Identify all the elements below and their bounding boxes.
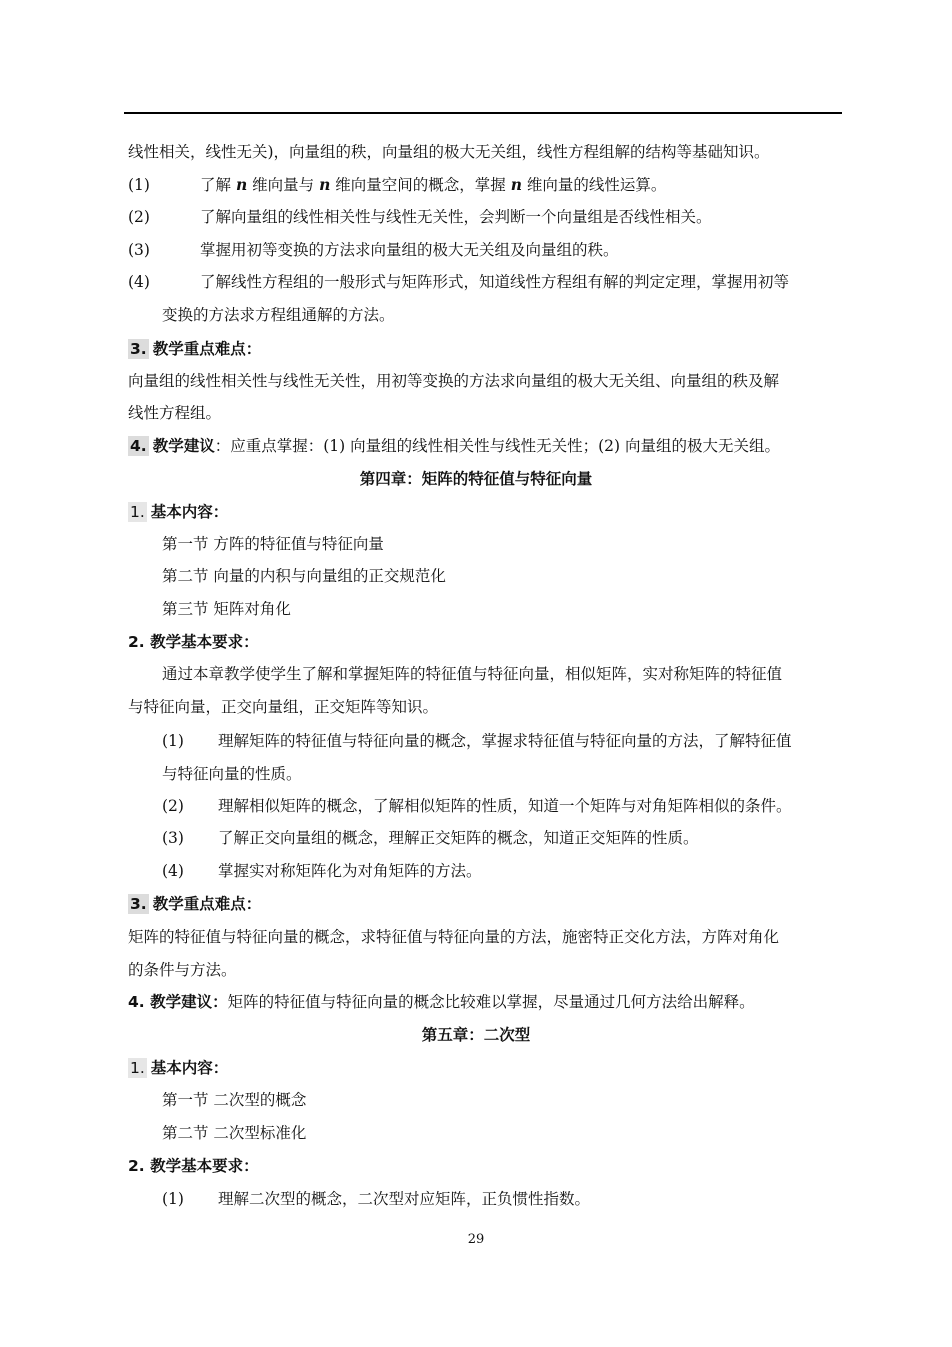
ch3-paragraph: 线性相关，线性无关)，向量组的秩，向量组的极大无关组，线性方程组解的结构等基础知识。 [128, 143, 770, 161]
ch5-section-1-heading: 1. 基本内容： [130, 1059, 229, 1077]
ch3-section-3-line2: 线性方程组。 [128, 404, 222, 422]
ch3-section-3-heading: 3. 教学重点难点： [130, 340, 262, 358]
ch4-section-1-heading: 1. 基本内容： [130, 503, 229, 521]
ch3-section-3-line1: 向量组的线性相关性与线性无关性，用初等变换的方法求向量组的极大无关组、向量组的秩及解 [128, 372, 780, 390]
ch4-section-item: 第三节 矩阵对角化 [162, 600, 291, 618]
ch4-section-item: 第一节 方阵的特征值与特征向量 [162, 535, 384, 553]
ch4-section-3-line1: 矩阵的特征值与特征向量的概念，求特征值与特征向量的方法，施密特正交化方法，方阵对角化 [128, 928, 780, 946]
ch4-item-3: (3) 了解正交向量组的概念，理解正交矩阵的概念，知道正交矩阵的性质。 [162, 829, 699, 847]
ch5-section-2-heading: 2. 教学基本要求： [128, 1157, 259, 1175]
ch4-item-1: (1) 理解矩阵的特征值与特征向量的概念，掌握求特征值与特征向量的方法，了解特征值 [162, 732, 792, 750]
ch4-section-3-line2: 的条件与方法。 [128, 961, 237, 979]
ch3-section-4: 4. 教学建议：应重点掌握：(1) 向量组的线性相关性与线性无关性；(2) 向量组的极大无关组。 [130, 437, 780, 455]
ch5-section-item: 第二节 二次型标准化 [162, 1124, 307, 1142]
ch4-section-3-heading: 3. 教学重点难点： [130, 895, 262, 913]
ch4-intro-line1: 通过本章教学使学生了解和掌握矩阵的特征值与特征向量，相似矩阵，实对称矩阵的特征值 [162, 665, 783, 683]
page-number: 29 [467, 1232, 485, 1247]
ch4-title: 第四章：矩阵的特征值与特征向量 [359, 470, 593, 488]
ch5-item-1: (1) 理解二次型的概念，二次型对应矩阵，正负惯性指数。 [162, 1190, 591, 1208]
ch4-item-4: (4) 掌握实对称矩阵化为对角矩阵的方法。 [162, 862, 482, 880]
ch3-item-3: (3) 掌握用初等变换的方法求向量组的极大无关组及向量组的秩。 [128, 241, 619, 259]
ch4-item-1-cont: 与特征向量的性质。 [162, 765, 302, 783]
ch4-intro-line2: 与特征向量，正交向量组，正交矩阵等知识。 [128, 698, 439, 716]
ch4-section-2-heading: 2. 教学基本要求： [128, 633, 259, 651]
ch4-section-4: 4. 教学建议：矩阵的特征值与特征向量的概念比较难以掌握，尽量通过几何方法给出解释。 [128, 993, 755, 1011]
ch3-item-1: (1) 了解 n 维向量与 n 维向量空间的概念，掌握 n 维向量的线性运算。 [128, 175, 667, 194]
ch3-item-2: (2) 了解向量组的线性相关性与线性无关性，会判断一个向量组是否线性相关。 [128, 208, 712, 226]
ch5-title: 第五章：二次型 [421, 1026, 531, 1044]
ch4-item-2: (2) 理解相似矩阵的概念，了解相似矩阵的性质，知道一个矩阵与对角矩阵相似的条件。 [162, 797, 792, 815]
header-rule [124, 112, 842, 114]
ch5-section-item: 第一节 二次型的概念 [162, 1091, 307, 1109]
ch4-section-item: 第二节 向量的内积与向量组的正交规范化 [162, 567, 446, 585]
ch3-item-4: (4) 了解线性方程组的一般形式与矩阵形式，知道线性方程组有解的判定定理，掌握用初等 [128, 273, 790, 291]
ch3-item-4-cont: 变换的方法求方程组通解的方法。 [162, 306, 395, 324]
